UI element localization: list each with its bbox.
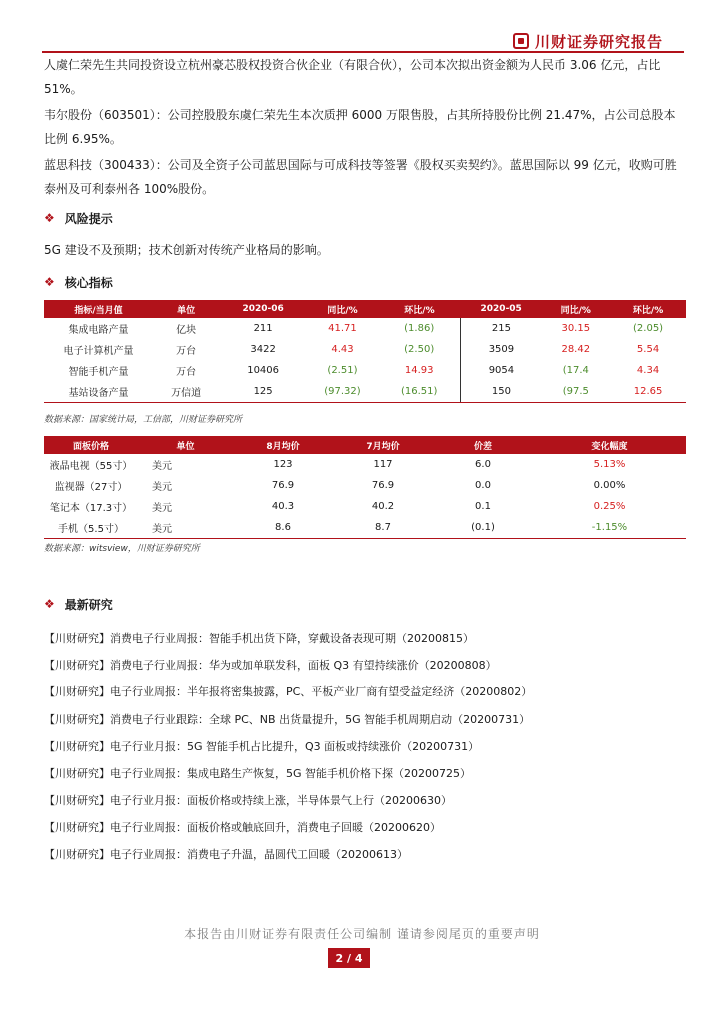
column-header: 单位 (138, 436, 233, 454)
table-cell: 8.7 (333, 517, 433, 539)
table-cell: 76.9 (371, 480, 395, 491)
table-cell: 亿块 (176, 325, 197, 336)
table-cell: 4.34 (636, 365, 660, 376)
panel-table-source: 数据来源：witsview，川财证券研究所 (44, 544, 200, 554)
table-row (44, 517, 686, 539)
research-link[interactable]: 【川财研究】电子行业周报：集成电路生产恢复，5G 智能手机价格下探（20200725） (44, 767, 472, 780)
table-cell: 123 (273, 459, 293, 470)
column-header: 环比/% (378, 300, 461, 318)
table-cell: 万信道 (153, 381, 219, 403)
column-header: 7月均价 (333, 436, 433, 454)
page-number: 2 / 4 (328, 948, 370, 968)
table-cell: 美元 (152, 503, 172, 514)
table-cell: 0.0 (475, 480, 491, 491)
table-cell: 40.2 (371, 501, 395, 512)
table-cell: 10406 (247, 365, 280, 376)
column-header: 价差 (433, 436, 533, 454)
column-header: 指标/当月值 (44, 300, 153, 318)
research-link[interactable]: 【川财研究】消费电子行业周报：智能手机出货下降，穿戴设备表现可期（20200815） (44, 632, 474, 645)
table-cell: 集成电路产量 (68, 325, 129, 336)
core-indicator-table (44, 300, 686, 403)
table-cell: 电子计算机产量 (63, 346, 134, 357)
table-cell: 笔记本（17.3寸） (49, 503, 133, 514)
table-cell: 3422 (250, 344, 276, 355)
table-cell: (0.1) (433, 517, 533, 539)
table-cell: 智能手机产量 (68, 367, 129, 378)
table-row (44, 381, 686, 403)
table-cell: 0.25% (593, 501, 626, 512)
table-cell: 5.54 (636, 344, 660, 355)
news-paragraph-1: 人虞仁荣先生共同投资设立杭州豪芯股权投资合伙企业（有限合伙），公司本次拟出资金额为人民币 3.06 亿元，占比 51%。 (44, 58, 661, 96)
column-header: 8月均价 (233, 436, 333, 454)
table-cell: 5.13% (593, 459, 626, 470)
table-cell: 0.1 (475, 501, 491, 512)
table-cell: 30.15 (561, 323, 591, 334)
table-row (44, 339, 686, 360)
table-row (44, 475, 686, 496)
news-paragraph-3: 蓝思科技（300433）：公司及全资子公司蓝思国际与可成科技等签署《股权买卖契约》。蓝思国际以 99 亿元，收购可胜泰州及可利泰州各 100%股份。 (44, 158, 677, 196)
diamond-bullet-icon: ❖ (44, 211, 55, 225)
table-cell: 14.93 (378, 360, 461, 381)
core-section-heading (44, 272, 113, 292)
diamond-bullet-icon: ❖ (44, 275, 55, 289)
table-cell: 76.9 (271, 480, 295, 491)
table-cell: 117 (373, 459, 393, 470)
table-cell: 28.42 (561, 344, 591, 355)
research-link[interactable]: 【川财研究】电子行业周报：半年报将密集披露，PC、平板产业厂商有望受益定经济（20200802） (44, 685, 533, 698)
latest-section-heading (44, 594, 113, 614)
table-cell: 美元 (138, 517, 233, 539)
column-header: 变化幅度 (533, 436, 686, 454)
table-cell: 211 (253, 323, 273, 334)
risk-text: 5G 建设不及预期；技术创新对传统产业格局的影响。 (44, 243, 329, 257)
table-cell: 万台 (176, 346, 197, 357)
table-cell: (97.32) (307, 381, 378, 403)
table-cell: (97.5 (541, 381, 610, 403)
panel-price-table (44, 436, 686, 539)
table-cell: (2.50) (378, 339, 461, 360)
research-list (44, 625, 684, 868)
table-cell: (16.51) (378, 381, 461, 403)
table-cell: 美元 (152, 482, 172, 493)
table-header-row (44, 300, 686, 318)
table-cell: 8.6 (233, 517, 333, 539)
table-cell: 4.43 (331, 344, 354, 355)
table-row (44, 360, 686, 381)
table-cell: 41.71 (328, 323, 357, 334)
brand-logo (513, 30, 683, 52)
table-header-row (44, 436, 686, 454)
table-cell: 9054 (488, 365, 515, 376)
research-link[interactable]: 【川财研究】电子行业周报：面板价格或触底回升，消费电子回暖（20200620） (44, 821, 441, 834)
table-cell: 150 (461, 381, 542, 403)
core-table-source: 数据来源：国家统计局，工信部，川财证券研究所 (44, 415, 243, 425)
table-cell: 0.00% (593, 480, 626, 491)
footer-disclaimer: 本报告由川财证券有限责任公司编制 谨请参阅尾页的重要声明 (184, 927, 540, 941)
diamond-bullet-icon: ❖ (44, 597, 55, 611)
column-header: 2020-06 (219, 300, 307, 318)
research-link[interactable]: 【川财研究】电子行业月报：面板价格或持续上涨，半导体景气上行（20200630） (44, 794, 452, 807)
column-header: 单位 (153, 300, 219, 318)
research-link[interactable]: 【川财研究】消费电子行业周报：华为或加单联发科，面板 Q3 有望持续涨价（20200808） (44, 659, 497, 672)
table-cell: (17.4 (562, 365, 589, 376)
research-link[interactable]: 【川财研究】消费电子行业跟踪：全球 PC、NB 出货量提升，5G 智能手机周期启动（20200731） (44, 713, 531, 726)
column-header: 面板价格 (44, 436, 138, 454)
column-header: 2020-05 (461, 300, 542, 318)
research-link[interactable]: 【川财研究】电子行业周报：消费电子升温，晶圆代工回暖（20200613） (44, 848, 408, 861)
table-cell: 215 (491, 323, 511, 334)
table-cell: 3509 (488, 344, 515, 355)
table-row (44, 496, 686, 517)
table-cell: 液晶电视（55寸） (49, 461, 133, 472)
table-cell: 12.65 (610, 381, 686, 403)
core-title: 核心指标 (64, 275, 113, 290)
table-cell: (2.51) (327, 365, 358, 376)
table-row (44, 454, 686, 475)
news-paragraph-2: 韦尔股份（603501）：公司控股股东虞仁荣先生本次质押 6000 万限售股，占其所持股份比例 21.47%，占公司总股本比例 6.95%。 (44, 108, 676, 146)
table-row (44, 318, 686, 339)
table-cell: (1.86) (378, 318, 461, 339)
table-cell: 美元 (152, 461, 172, 472)
company-logo-icon (513, 33, 529, 49)
research-link[interactable]: 【川财研究】电子行业月报：5G 智能手机占比提升，Q3 面板或持续涨价（20200731） (44, 740, 480, 753)
risk-title: 风险提示 (64, 211, 113, 226)
table-cell: 万台 (176, 367, 197, 378)
table-cell: 监视器（27寸） (54, 482, 128, 493)
column-header: 同比/% (541, 300, 610, 318)
report-series-title: 川财证券研究报告 (535, 32, 664, 51)
column-header: 同比/% (307, 300, 378, 318)
table-cell: -1.15% (533, 517, 686, 539)
table-cell: 125 (219, 381, 307, 403)
table-cell: 基站设备产量 (44, 381, 153, 403)
table-cell: 手机（5.5寸） (44, 517, 138, 539)
table-cell: 6.0 (475, 459, 491, 470)
latest-title: 最新研究 (64, 597, 113, 612)
risk-section-heading (44, 208, 113, 228)
column-header: 环比/% (610, 300, 686, 318)
table-cell: 40.3 (271, 501, 295, 512)
table-cell: (2.05) (633, 323, 664, 334)
